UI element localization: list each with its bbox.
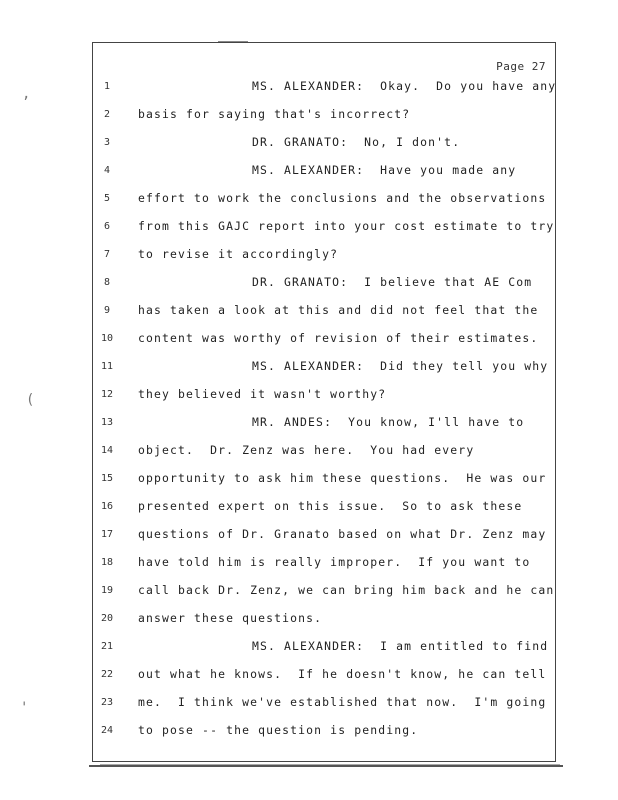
line-number: 23	[100, 697, 114, 708]
line-text: content was worthy of revision of their estimates.	[138, 331, 539, 345]
line-text: to revise it accordingly?	[138, 247, 339, 261]
line-number: 3	[103, 137, 111, 148]
speaker-line-text: DR. GRANATO: I believe that AE Com	[252, 275, 533, 289]
transcript-line	[0, 359, 618, 379]
speaker-line-text: MR. ANDES: You know, I'll have to	[252, 415, 525, 429]
transcript-line	[0, 219, 618, 239]
line-text: call back Dr. Zenz, we can bring him back and he can	[138, 583, 555, 597]
line-number: 20	[100, 613, 114, 624]
speaker-line-text: MS. ALEXANDER: I am entitled to find	[252, 639, 549, 653]
speaker-line-text: MS. ALEXANDER: Did they tell you why	[252, 359, 549, 373]
line-text: effort to work the conclusions and the observations	[138, 191, 547, 205]
transcript-line	[0, 191, 618, 211]
line-number: 17	[100, 529, 114, 540]
line-number: 22	[100, 669, 114, 680]
transcript-line	[0, 443, 618, 463]
transcript-line	[0, 695, 618, 715]
line-text: object. Dr. Zenz was here. You had every	[138, 443, 475, 457]
line-number: 12	[100, 389, 114, 400]
line-number: 14	[100, 445, 114, 456]
line-number: 7	[103, 249, 111, 260]
line-text: presented expert on this issue. So to ask these	[138, 499, 523, 513]
speaker-line-text: MS. ALEXANDER: Have you made any	[252, 163, 517, 177]
transcript-line	[0, 583, 618, 603]
scan-streak-top	[218, 41, 248, 42]
transcript-line	[0, 415, 618, 435]
line-number: 19	[100, 585, 114, 596]
transcript-line	[0, 527, 618, 547]
line-number: 5	[103, 193, 111, 204]
transcript-line	[0, 275, 618, 295]
line-text: questions of Dr. Granato based on what Dr. Zenz may	[138, 527, 547, 541]
line-text: answer these questions.	[138, 611, 323, 625]
page-number: Page 27	[496, 60, 546, 73]
transcript-line	[0, 303, 618, 323]
scan-streak-bottom	[100, 764, 560, 765]
line-text: opportunity to ask him these questions. He was our	[138, 471, 547, 485]
line-number: 8	[103, 277, 111, 288]
line-number: 21	[100, 641, 114, 652]
transcript-line	[0, 163, 618, 183]
line-number: 13	[100, 417, 114, 428]
line-number: 6	[103, 221, 111, 232]
line-number: 15	[100, 473, 114, 484]
line-text: out what he knows. If he doesn't know, he can tell	[138, 667, 547, 681]
line-number: 24	[100, 725, 114, 736]
scan-mark-bottom-left: '	[20, 700, 29, 716]
line-text: basis for saying that's incorrect?	[138, 107, 411, 121]
transcript-line	[0, 387, 618, 407]
scan-mark-left: (	[26, 392, 35, 408]
transcript-line	[0, 639, 618, 659]
transcript-line	[0, 107, 618, 127]
transcript-line	[0, 611, 618, 631]
line-text: have told him is really improper. If you want to	[138, 555, 531, 569]
scan-mark-top-left: ,	[22, 86, 31, 102]
line-number: 1	[103, 81, 111, 92]
transcript-line	[0, 247, 618, 267]
transcript-line	[0, 79, 618, 99]
line-number: 16	[100, 501, 114, 512]
transcript-line	[0, 723, 618, 743]
line-number: 4	[103, 165, 111, 176]
line-number: 9	[103, 305, 111, 316]
speaker-line-text: MS. ALEXANDER: Okay. Do you have any	[252, 79, 557, 93]
line-text: they believed it wasn't worthy?	[138, 387, 387, 401]
line-text: to pose -- the question is pending.	[138, 723, 419, 737]
line-number: 18	[100, 557, 114, 568]
transcript-line	[0, 667, 618, 687]
line-number: 11	[100, 361, 114, 372]
line-text: has taken a look at this and did not feel that the	[138, 303, 539, 317]
line-text: me. I think we've established that now. I'm going	[138, 695, 547, 709]
transcript-line	[0, 331, 618, 351]
transcript-line	[0, 135, 618, 155]
transcript-line	[0, 499, 618, 519]
speaker-line-text: DR. GRANATO: No, I don't.	[252, 135, 461, 149]
transcript-line	[0, 471, 618, 491]
line-number: 10	[100, 333, 114, 344]
line-text: from this GAJC report into your cost estimate to try	[138, 219, 555, 233]
line-number: 2	[103, 109, 111, 120]
transcript-line	[0, 555, 618, 575]
